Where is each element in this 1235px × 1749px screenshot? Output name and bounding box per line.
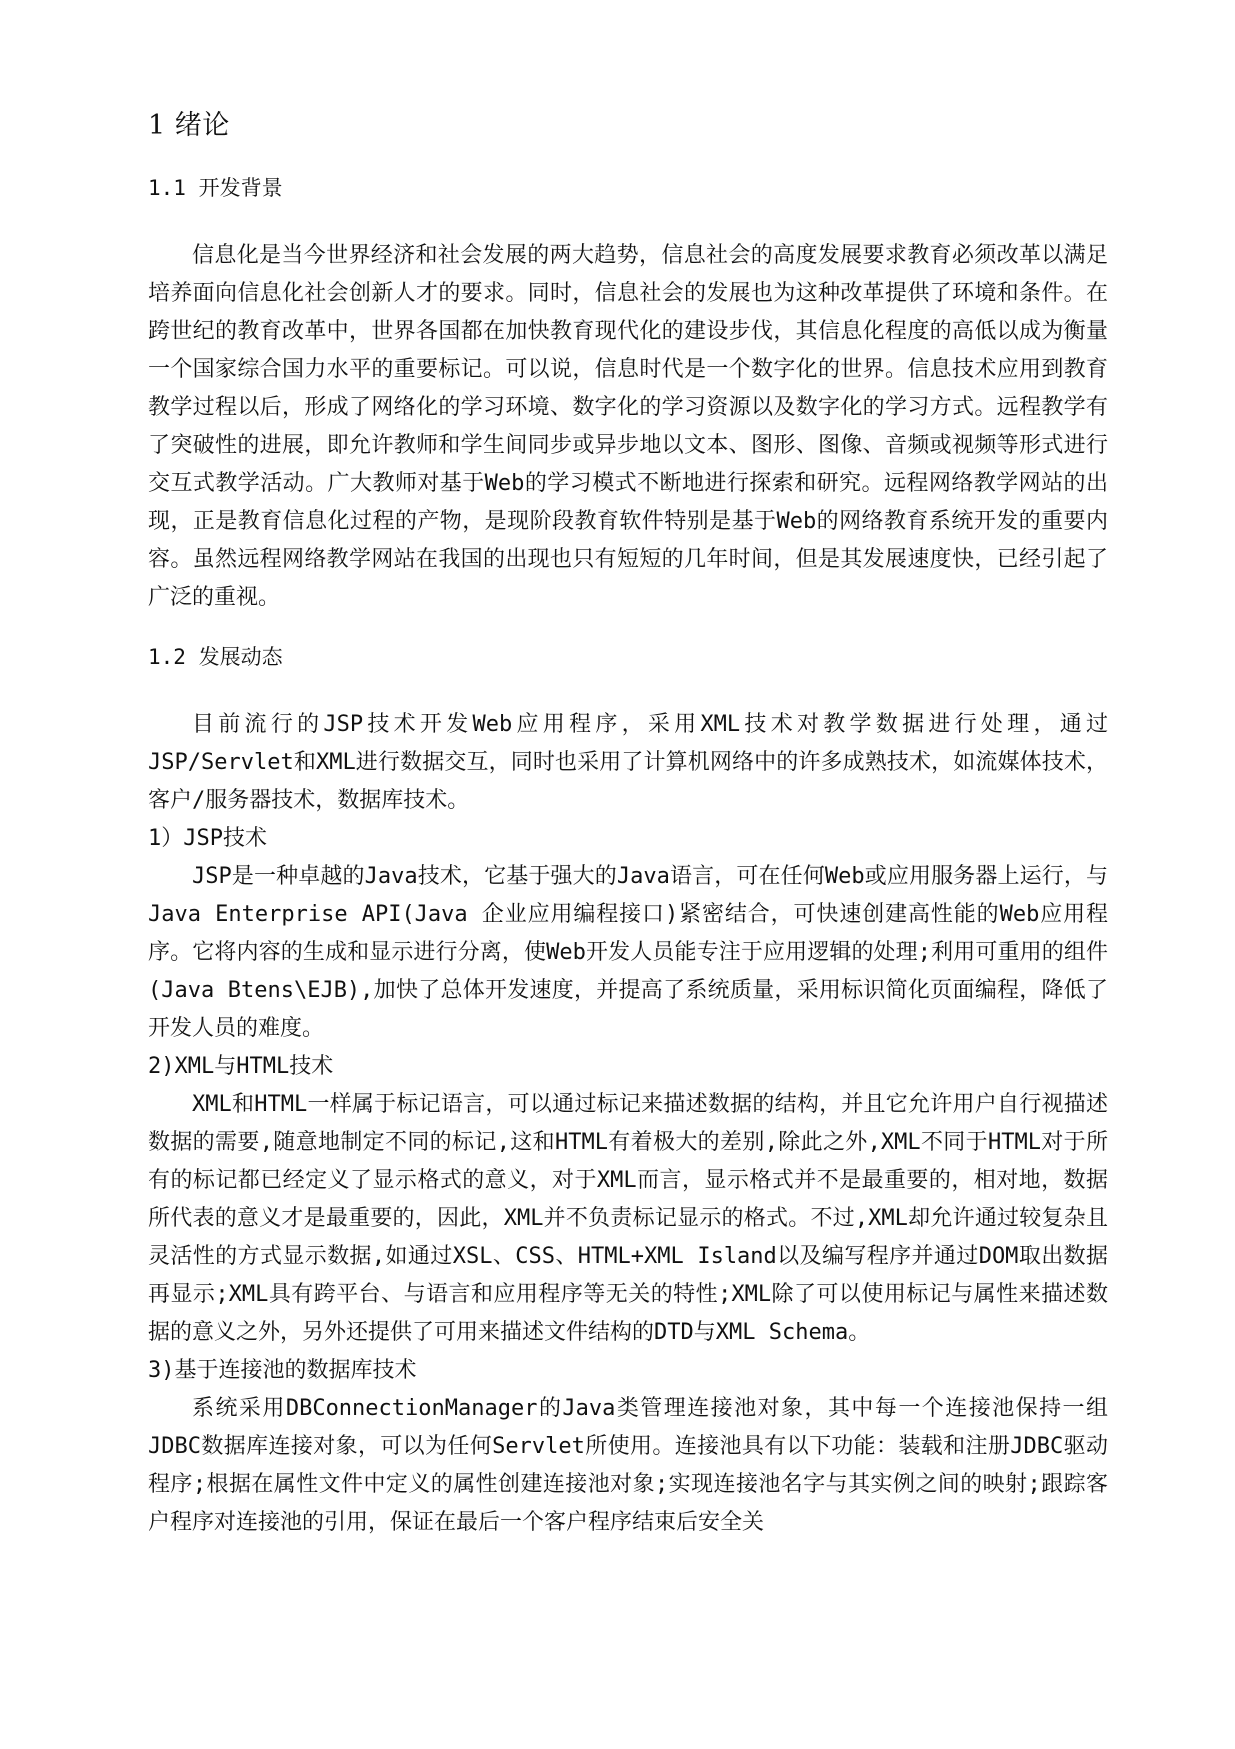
- background-paragraph: 信息化是当今世界经济和社会发展的两大趋势，信息社会的高度发展要求教育必须改革以满足培养面向信息化社会创新人才的要求。同时，信息社会的发展也为这种改革提供了环境和条件。在跨世纪的教育改革中，世界各国都在加快教育现代化的建设步伐，其信息化程度的高低以成为衡量一个国家综合国力水平的重要标记。可以说，信息时代是一个数字化的世界。信息技术应用到教育教学过程以后，形成了网络化的学习环境、数字化的学习资源以及数字化的学习方式。远程教学有了突破性的进展，即允许教师和学生间同步或异步地以文本、图形、图像、音频或视频等形式进行交互式教学活动。广大教师对基于Web的学习模式不断地进行探索和研究。远程网络教学网站的出现，正是教育信息化过程的产物，是现阶段教育软件特别是基于Web的网络教育系统开发的重要内容。虽然远程网络教学网站在我国的出现也只有短短的几年时间，但是其发展速度快，已经引起了广泛的重视。: [148, 243, 1108, 610]
- item-text-xml: XML和HTML一样属于标记语言，可以通过标记来描述数据的结构，并且它允许用户自行视描述数据的需要,随意地制定不同的标记,这和HTML有着极大的差别,除此之外,XML不同于HTML对于所有的标记都已经定义了显示格式的意义，对于XML而言，显示格式并不是最重要的，相对地，数据所代表的意义才是最重要的，因此，XML并不负责标记显示的格式。不过,XML却允许通过较复杂且灵活性的方式显示数据,如通过XSL、CSS、HTML+XML Island以及编写程序并通过DOM取出数据再显示;XML具有跨平台、与语言和应用程序等无关的特性;XML除了可以使用标记与属性来描述数据的意义之外，另外还提供了可用来描述文件结构的DTD与XML Schema。: [148, 1092, 1108, 1345]
- item-text-connection-pool: 系统采用DBConnectionManager的Java类管理连接池对象，其中每一个连接池保持一组JDBC数据库连接对象，可以为任何Servlet所使用。连接池具有以下功能：装载和注册JDBC驱动程序;根据在属性文件中定义的属性创建连接池对象;实现连接池名字与其实例之间的映射;跟踪客户程序对连接池的引用，保证在最后一个客户程序结束后安全关: [148, 1396, 1108, 1535]
- trends-intro-paragraph: 目前流行的JSP技术开发Web应用程序，采用XML技术对教学数据进行处理，通过JSP/Servlet和XML进行数据交互，同时也采用了计算机网络中的许多成熟技术，如流媒体技术，客户/服务器技术，数据库技术。: [148, 712, 1108, 813]
- item-label-xml: 2)XML与HTML技术: [148, 1054, 334, 1079]
- document-page: [148, 112, 1108, 1542]
- section-heading-trends: 1.2 发展动态: [148, 645, 283, 669]
- section-heading-background: 1.1 开发背景: [148, 176, 283, 200]
- item-text-jsp: JSP是一种卓越的Java技术，它基于强大的Java语言，可在任何Web或应用服务器上运行，与Java Enterprise API(Java 企业应用编程接口)紧密结合，可快速创建高性能的Web应用程序。它将内容的生成和显示进行分离，使Web开发人员能专注于应用逻辑的处理;利用可重用的组件(Java Btens\EJB),加快了总体开发速度，并提高了系统质量，采用标识简化页面编程，降低了开发人员的难度。: [148, 864, 1108, 1041]
- chapter-title: 1 绪论: [148, 110, 230, 141]
- item-label-jsp: 1）JSP技术: [148, 826, 267, 851]
- item-label-connection-pool: 3)基于连接池的数据库技术: [148, 1358, 417, 1383]
